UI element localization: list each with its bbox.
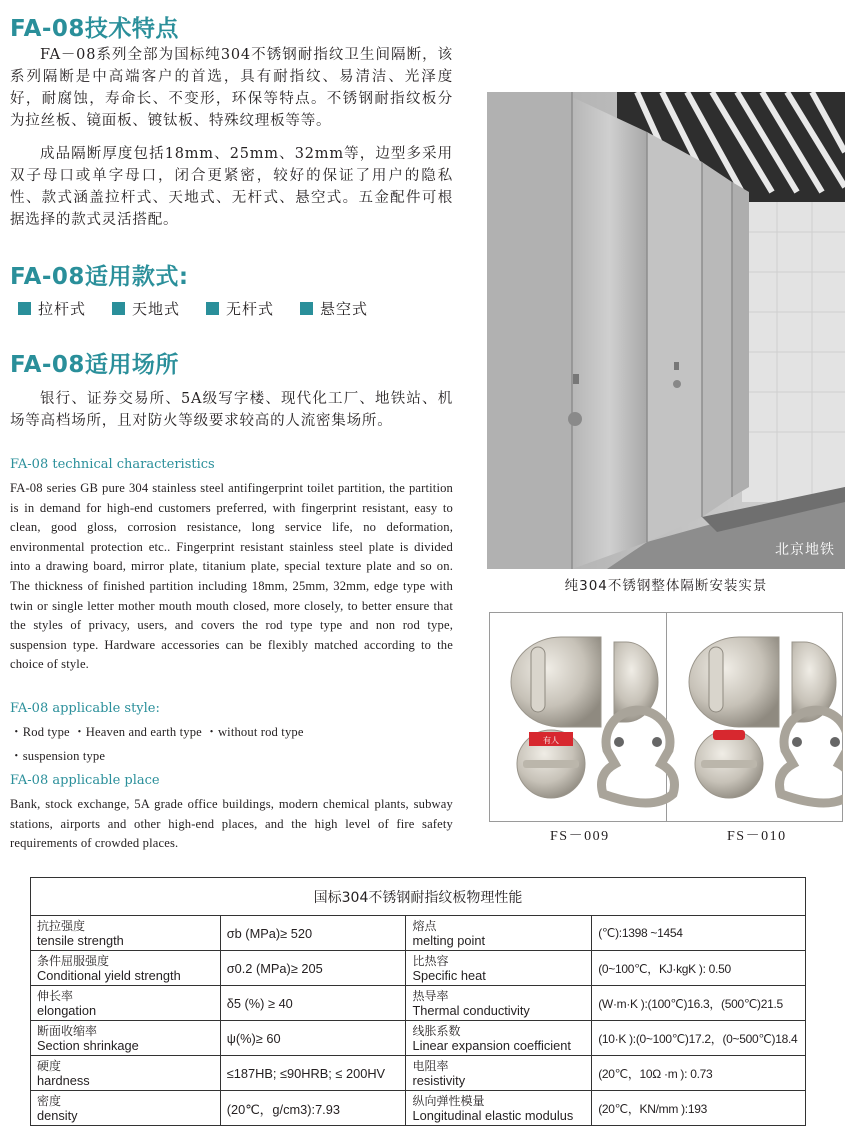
table-row	[31, 916, 806, 951]
value-cell: σb (MPa)≥ 520	[220, 916, 406, 951]
property-cell: 熔点 melting point	[406, 916, 592, 951]
property-cell: 比热容 Specific heat	[406, 951, 592, 986]
property-cell: 热导率 Thermal conductivity	[406, 986, 592, 1021]
table-row	[31, 986, 806, 1021]
table-row	[31, 951, 806, 986]
en-styles-line-1: ・Rod type ・Heaven and earth type ・without rod type	[10, 725, 304, 739]
partition-illustration	[487, 92, 845, 569]
property-cell: 断面收缩率 Section shrinkage	[31, 1021, 221, 1056]
table-row	[31, 1091, 806, 1126]
fs-009-hardware-icon	[511, 637, 675, 803]
square-bullet-icon	[18, 302, 31, 315]
value-cell: δ5 (%) ≥ 40	[220, 986, 406, 1021]
en-tech-paragraph: FA-08 series GB pure 304 stainless steel antifingerprint toilet partition, the partition is in demand for high-end customers preferred, with fingerprint resistant, easy to clean, good gloss, corrosion resistance, long service life, no deformation, environmental protection etc.. Fingerprint resistant stainless steel plate is divided into a drawing board, mirror plate, titanium plate, special texture plate and so on. The thickness of finished partition including 18mm, 25mm, 32mm, edge type with twin or single letter mother mouth mouth closed, more closely, to better ensure that the styles of privacy, users, and covers the rod type type and non rod type, suspension type. Hardware accessories can be flexibly matched according to the choice of style.	[10, 481, 453, 672]
value-cell: (W·m·K ):(100℃)16.3，(500℃)21.5	[592, 986, 806, 1021]
property-cell: 电阻率 resistivity	[406, 1056, 592, 1091]
hardware-illustrations	[489, 612, 843, 822]
value-cell: ψ(%)≥ 60	[220, 1021, 406, 1056]
fs-010-hardware-icon	[689, 637, 843, 803]
style-item: 悬空式	[300, 298, 368, 319]
installation-photo	[487, 92, 845, 569]
table-row	[31, 1021, 806, 1056]
value-cell: (℃):1398 ~1454	[592, 916, 806, 951]
style-item: 天地式	[112, 298, 180, 319]
style-item: 拉杆式	[18, 298, 86, 319]
property-cell: 硬度 hardness	[31, 1056, 221, 1091]
value-cell: ≤187HB; ≤90HRB; ≤ 200HV	[220, 1056, 406, 1091]
square-bullet-icon	[300, 302, 313, 315]
photo-caption: 纯304不锈钢整体隔断安装实景	[564, 578, 768, 594]
property-cell: 纵向弹性模量 Longitudinal elastic modulus	[406, 1091, 592, 1126]
hardware-label-fs-010: FS－010	[727, 829, 787, 844]
en-tech-heading: FA-08 technical characteristics	[10, 457, 215, 472]
heading-applicable-places: FA-08适用场所	[10, 352, 179, 378]
value-cell: (10·K ):(0~100℃)17.2，(0~500℃)18.4	[592, 1021, 806, 1056]
tech-paragraph-1: FA－08系列全部为国标纯304不锈钢耐指纹卫生间隔断，该系列隔断是中高端客户的首选，具有耐指纹、易清洁、光泽度好，耐腐蚀，寿命长、不变形，环保等特点。不锈钢耐指纹板分为拉丝板、镜面板、镀钛板、特殊纹理板等等。	[10, 47, 453, 129]
physical-properties-table	[30, 877, 806, 1126]
value-cell: (20℃，KN/mm ):193	[592, 1091, 806, 1126]
en-style-heading: FA-08 applicable style:	[10, 701, 160, 716]
style-item: 无杆式	[206, 298, 274, 319]
lock-occupied-sign: 有人	[543, 736, 559, 745]
photo-location-label: 北京地铁	[775, 542, 835, 558]
value-cell: (20℃，g/cm3):7.93	[220, 1091, 406, 1126]
heading-technical-features: FA-08技术特点	[10, 16, 179, 42]
en-styles-line-2: ・suspension type	[10, 749, 106, 763]
property-cell: 线胀系数 Linear expansion coefficient	[406, 1021, 592, 1056]
table-row	[31, 1056, 806, 1091]
table-title: 国标304不锈钢耐指纹板物理性能	[31, 878, 806, 916]
places-paragraph: 银行、证券交易所、5A级写字楼、现代化工厂、地铁站、机场等高档场所，且对防火等级要求较高的人流密集场所。	[10, 391, 453, 429]
value-cell: (20℃，10Ω ·m ): 0.73	[592, 1056, 806, 1091]
value-cell: (0~100℃，KJ·kgK ): 0.50	[592, 951, 806, 986]
square-bullet-icon	[206, 302, 219, 315]
value-cell: σ0.2 (MPa)≥ 205	[220, 951, 406, 986]
en-place-heading: FA-08 applicable place	[10, 773, 160, 788]
property-cell: 条件屈服强度 Conditional yield strength	[31, 951, 221, 986]
property-cell: 抗拉强度 tensile strength	[31, 916, 221, 951]
en-place-paragraph: Bank, stock exchange, 5A grade office buildings, modern chemical plants, subway stations, airports and other high-end places, and the high level of fire safety requirements of crowded places.	[10, 797, 453, 851]
property-cell: 密度 density	[31, 1091, 221, 1126]
styles-list	[18, 298, 368, 319]
table-title-row	[31, 878, 806, 916]
hardware-label-fs-009: FS－009	[550, 829, 610, 844]
property-cell: 伸长率 elongation	[31, 986, 221, 1021]
heading-applicable-styles: FA-08适用款式:	[10, 264, 189, 290]
tech-paragraph-2: 成品隔断厚度包括18mm、25mm、32mm等，边型多采用双子母口或单字母口，闭合更紧密，较好的保证了用户的隐私性、款式涵盖拉杆式、天地式、无杆式、悬空式。五金配件可根据选择的款式灵活搭配。	[10, 146, 453, 228]
square-bullet-icon	[112, 302, 125, 315]
